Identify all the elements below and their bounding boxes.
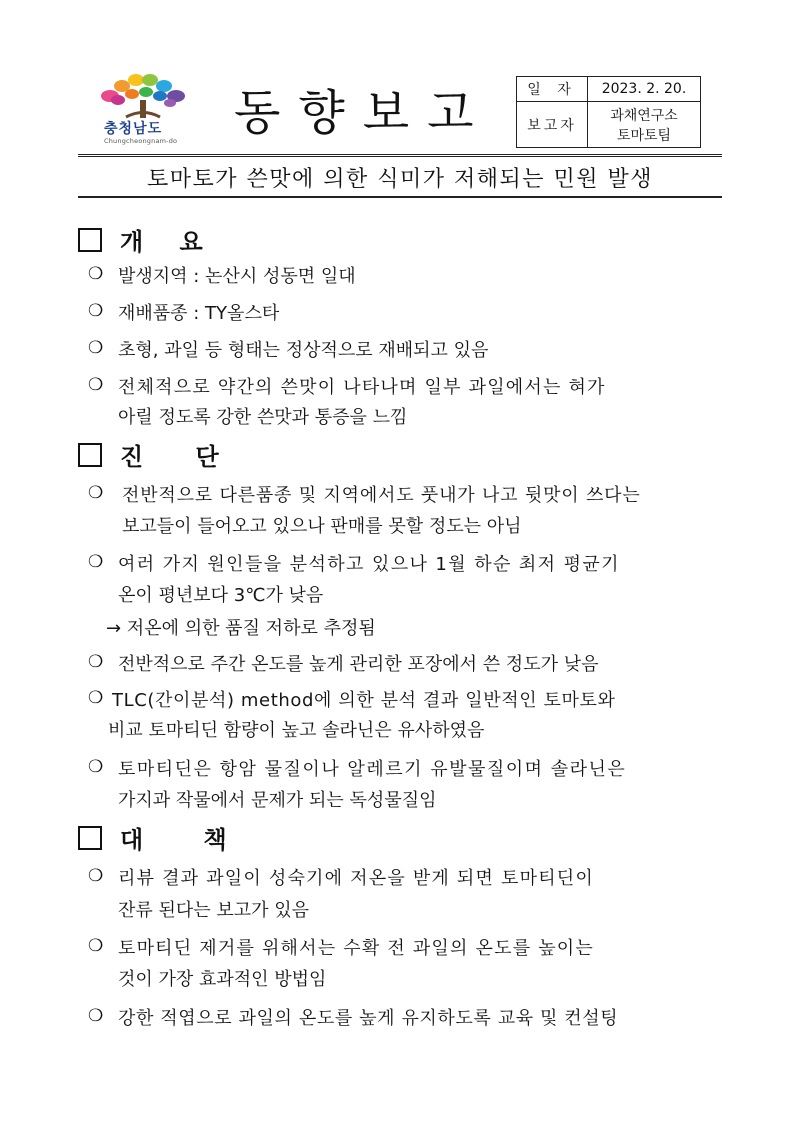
reporter-label: 보고자 <box>517 102 588 148</box>
diagnosis-item-cont: 비교 토마티딘 함량이 높고 솔라닌은 유사하였음 <box>108 720 485 741</box>
overview-item: 초형, 과일 등 형태는 정상적으로 재배되고 있음 <box>118 340 489 361</box>
bullet-circle-icon: ❍ <box>88 688 104 708</box>
diagnosis-item: TLC(간이분석) method에 의한 분석 결과 일반적인 토마토와 <box>112 690 616 711</box>
bullet-circle-icon: ❍ <box>88 552 104 572</box>
logo-subtext: Chungcheongnam-do <box>104 137 178 145</box>
section-heading-diagnosis: 진 단 <box>78 437 241 472</box>
diagnosis-item-cont: 가지과 작물에서 문제가 되는 독성물질임 <box>118 790 437 811</box>
page-title: 동향보고 <box>234 85 492 141</box>
measures-item-cont: 잔류 된다는 보고가 있음 <box>118 900 310 921</box>
bullet-circle-icon: ❍ <box>88 652 104 672</box>
header-divider <box>78 154 722 157</box>
diagnosis-item: 토마티딘은 항암 물질이나 알레르기 유발물질이며 솔라닌은 <box>118 759 627 780</box>
date-value: 2023. 2. 20. <box>588 77 701 102</box>
checkbox-square-icon <box>78 228 102 252</box>
diagnosis-item: 전반적으로 주간 온도를 높게 관리한 포장에서 쓴 정도가 낮음 <box>118 654 599 675</box>
overview-item-cont: 아릴 정도록 강한 쓴맛과 통증을 느낌 <box>118 407 408 428</box>
bullet-circle-icon: ❍ <box>88 936 104 956</box>
checkbox-square-icon <box>78 826 102 850</box>
reporter-dept: 과채연구소 <box>610 107 678 124</box>
logo-tree-icon <box>90 70 200 120</box>
bullet-circle-icon: ❍ <box>88 866 104 886</box>
bullet-circle-icon: ❍ <box>88 264 104 284</box>
bullet-circle-icon: ❍ <box>88 338 104 358</box>
diagnosis-item: 여러 가지 원인들을 분석하고 있으나 1월 하순 최저 평균기 <box>118 554 620 575</box>
diagnosis-item-cont: 보고들이 들어오고 있으나 판매를 못할 정도는 아님 <box>122 516 522 537</box>
bullet-circle-icon: ❍ <box>88 757 104 777</box>
bullet-circle-icon: ❍ <box>88 483 104 503</box>
measures-item: 리뷰 결과 과일이 성숙기에 저온을 받게 되면 토마티딘이 <box>118 868 594 889</box>
diagnosis-item-cont: 온이 평년보다 3℃가 낮음 <box>118 585 324 606</box>
logo-text: 충청남도 <box>104 121 163 137</box>
report-info-table <box>516 76 701 148</box>
overview-item: 발생지역 : 논산시 성동면 일대 <box>118 266 356 287</box>
overview-item: 전체적으로 약간의 쓴맛이 나타나며 일부 과일에서는 혀가 <box>118 377 606 398</box>
checkbox-square-icon <box>78 443 102 467</box>
bullet-circle-icon: ❍ <box>88 1006 104 1026</box>
reporter-value <box>588 102 701 148</box>
date-label: 일 자 <box>517 77 588 102</box>
report-subtitle: 토마토가 쓴맛에 의한 식미가 저해되는 민원 발생 <box>146 167 653 192</box>
diagnosis-arrow-note: → 저온에 의한 품질 저하로 추정됨 <box>106 618 376 639</box>
subtitle-divider <box>78 196 722 198</box>
bullet-circle-icon: ❍ <box>88 301 104 321</box>
chungnam-logo <box>90 70 200 148</box>
section-heading-measures: 대 책 <box>78 820 253 855</box>
measures-item: 강한 적엽으로 과일의 온도를 높게 유지하도록 교육 및 컨설팅 <box>118 1008 619 1029</box>
measures-item-cont: 것이 가장 효과적인 방법임 <box>118 969 327 990</box>
section-heading-overview: 개 요 <box>78 222 217 257</box>
reporter-team: 토마토팀 <box>616 127 672 144</box>
bullet-circle-icon: ❍ <box>88 375 104 395</box>
diagnosis-item: 전반적으로 다른품종 및 지역에서도 풋내가 나고 뒷맛이 쓰다는 <box>122 485 641 506</box>
overview-item: 재배품종 : TY올스타 <box>118 303 280 324</box>
measures-item: 토마티딘 제거를 위해서는 수확 전 과일의 온도를 높이는 <box>118 938 594 959</box>
